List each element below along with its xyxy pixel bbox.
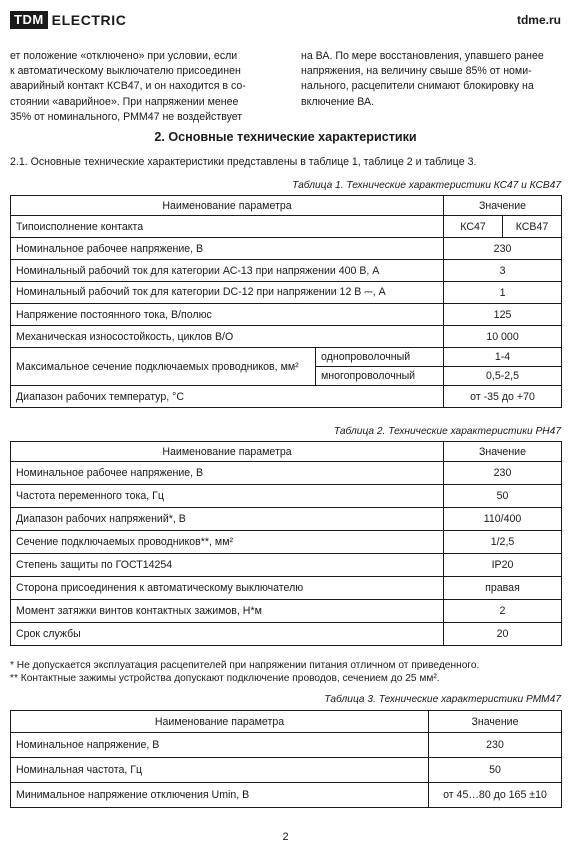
logo-box: TDM [10,11,48,29]
table-row [11,386,562,408]
row-label: Максимальное сечение подключаемых проводников, мм² [11,348,316,386]
table-row [11,485,562,508]
row-value: от 45…80 до 165 ±10 [429,783,562,808]
table-header-row [11,442,562,462]
text-line: аварийный контакт КСВ47, и он находится в со- [10,80,246,93]
header-param: Наименование параметра [11,196,444,216]
table-row [11,326,562,348]
page-number: 2 [282,831,289,843]
table-row [11,600,562,623]
row-value: 20 [444,623,562,646]
row-label: Механическая износостойкость, циклов В/О [11,326,444,348]
table-row [11,733,562,758]
header-param: Наименование параметра [11,711,429,733]
table3 [10,710,562,808]
table-row [11,554,562,577]
header-param: Наименование параметра [11,442,444,462]
text-line: включение ВА. [301,95,375,108]
text-line: нального, расцепители снимают блокировку на [301,80,534,93]
row-sublabel: многопроволочный [316,367,444,386]
row-value: 3 [444,260,562,282]
row-label: Срок службы [11,623,444,646]
row-label: Сторона присоединения к автоматическому выключателю [11,577,444,600]
text-line: стоянии «аварийное». При напряжении менее [10,95,239,108]
footnote: * Не допускается эксплуатация расцепителей при напряжении питания отличном от приведенного. [10,660,480,671]
text-line: к автоматическому выключателю присоединен [10,65,241,78]
text-line: на ВА. По мере восстановления, упавшего ранее [301,50,544,62]
row-label: Частота переменного тока, Гц [11,485,444,508]
row-value: 0,5-2,5 [444,367,562,386]
footnote: ** Контактные зажимы устройства допускают подключение проводов, сечением до 25 мм². [10,673,440,684]
table1-caption: Таблица 1. Технические характеристики КС47 и КСВ47 [292,180,561,191]
header-value: Значение [429,711,562,733]
table2-caption: Таблица 2. Технические характеристики РН47 [333,426,561,437]
row-value: 50 [429,758,562,783]
table-row [11,783,562,808]
row-label: Номинальное рабочее напряжение, В [11,462,444,485]
table-row [11,758,562,783]
logo-word: ELECTRIC [51,12,127,28]
table-row [11,577,562,600]
row-label: Момент затяжки винтов контактных зажимов, Н*м [11,600,444,623]
page-header [10,8,561,32]
table-row [11,348,562,367]
row-value: 10 000 [444,326,562,348]
table2 [10,441,562,646]
row-label: Минимальное напряжение отключения Umin, В [11,783,429,808]
row-value: 230 [444,238,562,260]
row-value: 230 [429,733,562,758]
row-label: Номинальная частота, Гц [11,758,429,783]
row-label: Диапазон рабочих напряжений*, В [11,508,444,531]
header-value: Значение [444,196,562,216]
row-value: 1-4 [444,348,562,367]
row-label: Номинальное рабочее напряжение, В [11,238,444,260]
table-row [11,531,562,554]
row-value: 50 [444,485,562,508]
row-value: правая [444,577,562,600]
row-sublabel: однопроволочный [316,348,444,367]
table-row [11,282,562,304]
intro-text [10,49,561,129]
row-label: Номинальный рабочий ток для категории DC-12 при напряжении 12 В ⎓, А [11,282,444,304]
section-title: 2. Основные технические характеристики [154,130,417,144]
text-line: 35% от номинального, РММ47 не воздействует [10,110,243,123]
text-line: напряжения, на величину свыше 85% от номи- [301,65,532,78]
row-value: 1 [444,282,562,304]
row-label: Сечение подключаемых проводников**, мм² [11,531,444,554]
row-label: Номинальный рабочий ток для категории АС-13 при напряжении 400 В, А [11,260,444,282]
section-intro: 2.1. Основные технические характеристики представлены в таблице 1, таблице 2 и таблице 3. [10,156,477,168]
footnotes [10,659,561,685]
table-row [11,508,562,531]
row-value: КС47 [444,216,503,238]
row-value: 1/2,5 [444,531,562,554]
table-row [11,238,562,260]
text-line: ет положение «отключено» при условии, если [10,50,238,62]
row-label: Номинальное напряжение, В [11,733,429,758]
row-value: 125 [444,304,562,326]
row-value: 110/400 [444,508,562,531]
row-label: Диапазон рабочих температур, °С [11,386,444,408]
table-row [11,260,562,282]
table-header-row [11,711,562,733]
table-header-row [11,196,562,216]
header-value: Значение [444,442,562,462]
tdm-logo [10,11,126,29]
table-row [11,304,562,326]
row-label: Напряжение постоянного тока, В/полюс [11,304,444,326]
intro-right-column [301,49,563,110]
table1 [10,195,562,408]
table3-caption: Таблица 3. Технические характеристики РММ47 [324,694,561,705]
table-row [11,623,562,646]
row-value: КСВ47 [503,216,562,238]
row-value: 2 [444,600,562,623]
row-value: от -35 до +70 [444,386,562,408]
row-label: Степень защиты по ГОСТ14254 [11,554,444,577]
row-label: Типоисполнение контакта [11,216,444,238]
table-row [11,462,562,485]
intro-left-column [10,49,274,125]
row-value: 230 [444,462,562,485]
row-value: IP20 [444,554,562,577]
table-row [11,216,562,238]
site-url[interactable]: tdme.ru [516,13,561,27]
